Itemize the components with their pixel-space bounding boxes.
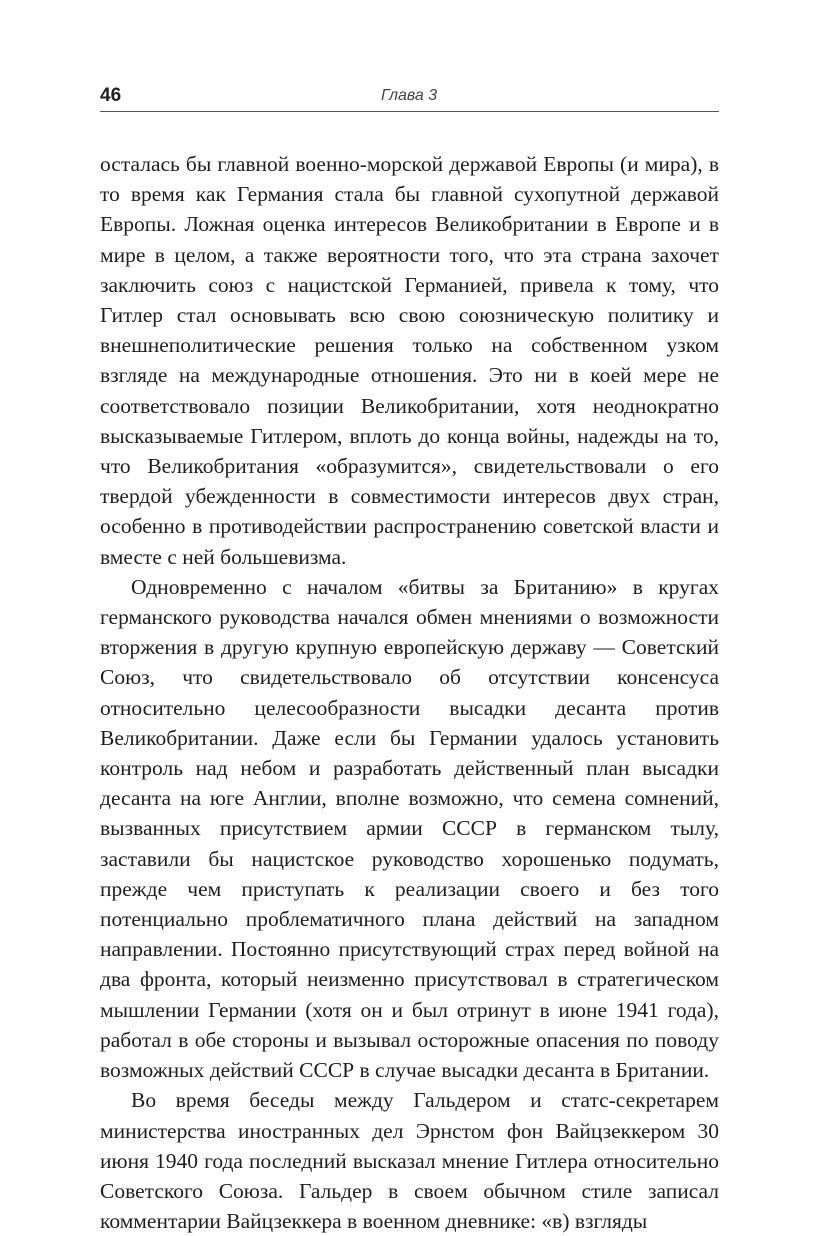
paragraph-3: Во время беседы между Гальдером и статс-секретарем министерства иностранных дел Эрнстом фон Вайцзеккером 30 июня 1940 года последний высказал мнение Гитлера относительно Советского Союза. Гальдер в своем обычном стиле записал комментарии Вайцзеккера в военном дневнике: «в) взгляды [100,1088,719,1234]
chapter-title: Глава 3 [381,87,438,104]
paragraph-2: Одновременно с началом «битвы за Британию» в кругах германского руководства начался обмен мнениями о возможности вторжения в другую крупную европейскую державу — Советский Союз, что свидетельствовало об отсутствии консенсуса относительно целесообразности высадки десанта против Великобритании. Даже если бы Германии удалось установить контроль над небом и разработать действенный план высадки десанта на юге Англии, вполне возможно, что семена сомнений, вызванных присутствием армии СССР в германском тылу, заставили бы нацистское руководство хорошенько подумать, прежде чем приступать к реализации своего и без того потенциально проблематичного плана действий на западном направлении. Постоянно присутствующий страх перед войной на два фронта, который неизменно присутствовал в стратегическом мышлении Германии (хотя он и был отринут в июне 1941 года), работал в обе стороны и вызывал осторожные опасения по поводу возможных действий СССР в случае высадки десанта в Британии. [100,574,719,1083]
paragraph-1: осталась бы главной военно-морской державой Европы (и мира), в то время как Германия стала бы главной сухопутной державой Европы. Ложная оценка интересов Великобритании в Европе и в мире в целом, а также вероятности того, что эта страна захочет заключить союз с нацистской Германией, привела к тому, что Гитлер стал основывать всю свою союзническую политику и внешнеполитические решения только на собственном узком взгляде на международные отношения. Это ни в коей мере не соответствовало позиции Великобритании, хотя неоднократно высказываемые Гитлером, вплоть до конца войны, надежды на то, что Великобритания «образумится», свидетельствовали о его твердой убежденности в совместимости интересов двух стран, особенно в противодействии распространению советской власти и вместе с ней большевизма. [100,152,719,569]
header-divider [100,111,719,112]
page-number: 46 [100,85,122,106]
running-head [100,84,719,110]
body-text [100,149,719,1236]
